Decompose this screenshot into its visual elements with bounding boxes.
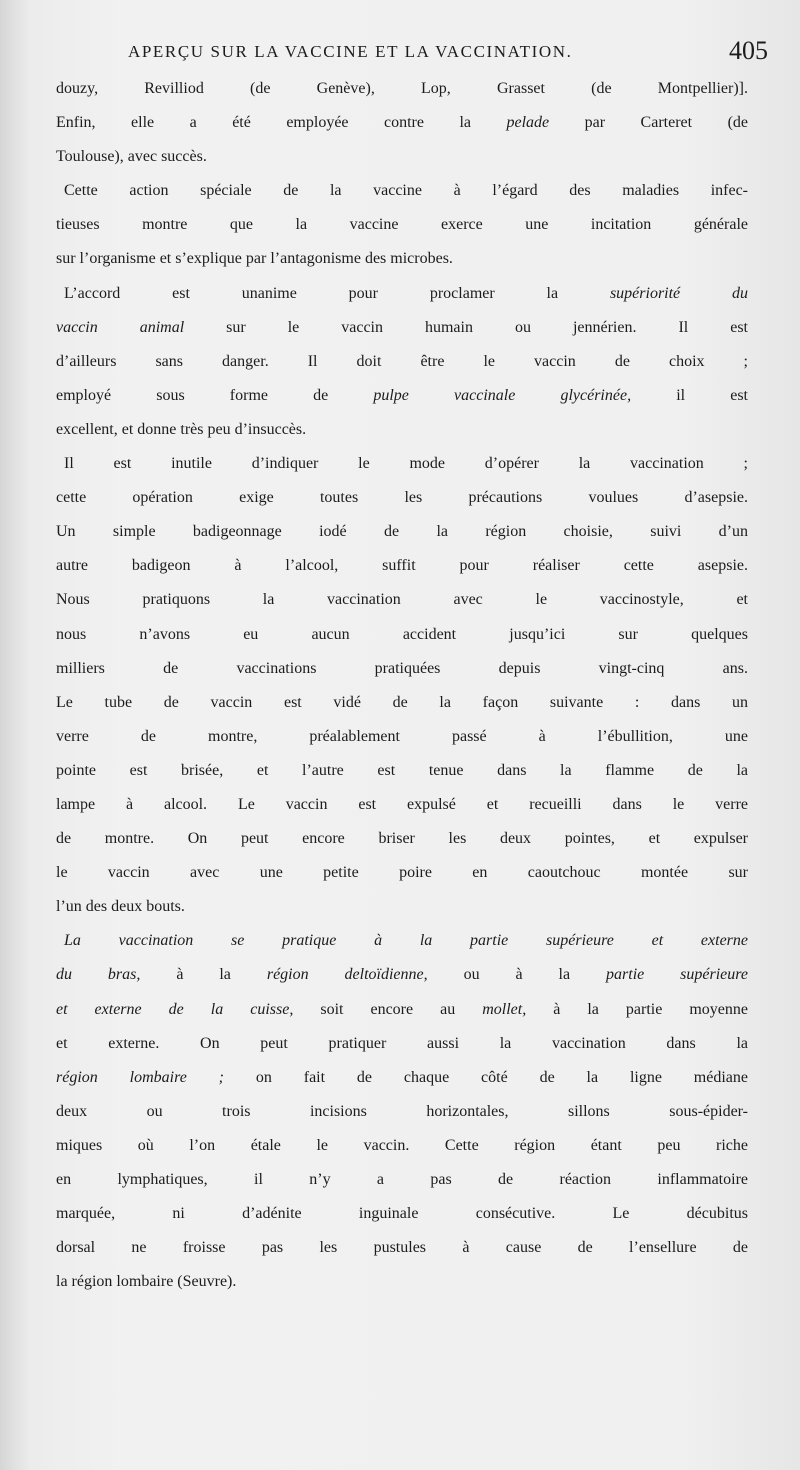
text-run: Le tube de vaccin est vidé de la façon suivante : dans un xyxy=(56,693,748,711)
text-line xyxy=(56,626,748,660)
text-line xyxy=(56,148,748,182)
text-run: sur l’organisme et s’explique par l’antagonisme des microbes. xyxy=(56,250,453,268)
text-run: en lymphatiques, il n’y a pas de réaction inflammatoire xyxy=(56,1171,748,1188)
text-line xyxy=(56,1069,748,1103)
italic-run: partie supérieure xyxy=(606,966,748,984)
italic-run: pelade xyxy=(506,114,550,132)
italic-run: région deltoïdienne, xyxy=(266,966,428,984)
text-run: excellent, et donne très peu d’insuccès. xyxy=(56,420,307,438)
text-line xyxy=(56,1273,748,1307)
text-line xyxy=(56,1001,748,1035)
text-line xyxy=(56,1137,748,1171)
text-run: Il est inutile d’indiquer le mode d’opérer la vaccination ; xyxy=(64,455,748,473)
text-run: lampe à alcool. Le vaccin est expulsé et recueilli dans le verre xyxy=(56,795,748,813)
italic-run: supériorité du xyxy=(609,284,748,302)
text-line xyxy=(56,1035,748,1069)
text-line xyxy=(56,319,748,353)
text-line xyxy=(56,1239,748,1273)
text-line xyxy=(56,216,748,250)
text-line xyxy=(56,1103,748,1137)
text-line xyxy=(56,523,748,557)
text-run: Cette action spéciale de la vaccine à l’égard des maladies infec- xyxy=(64,182,748,200)
text-run: Un simple badigeonnage iodé de la région choisie, suivi d’un xyxy=(56,523,748,541)
text-line xyxy=(56,830,748,864)
page-number: 405 xyxy=(729,36,768,65)
italic-run: mollet, xyxy=(482,1000,527,1018)
text-line xyxy=(56,932,748,966)
text-run: par Carteret (de xyxy=(549,114,748,132)
text-line xyxy=(56,285,748,319)
text-line xyxy=(56,898,748,932)
text-run: tieuses montre que la vaccine exerce une incitation générale xyxy=(56,216,748,234)
text-run: cette opération exige toutes les précautions voulues d’asepsie. xyxy=(56,489,748,507)
text-run: sur le vaccin humain ou jennérien. Il est xyxy=(184,318,748,336)
text-line xyxy=(56,489,748,523)
text-run: ou à la xyxy=(427,966,607,984)
text-line xyxy=(56,250,748,284)
text-run: milliers de vaccinations pratiquées depuis vingt-cinq ans. xyxy=(56,659,748,677)
text-run: d’ailleurs sans danger. Il doit être le vaccin de choix ; xyxy=(56,352,748,370)
text-run: soit encore au xyxy=(293,1000,483,1018)
text-line xyxy=(56,796,748,830)
text-run: deux ou trois incisions horizontales, sillons sous-épider- xyxy=(56,1102,748,1120)
text-run: pointe est brisée, et l’autre est tenue dans la flamme de la xyxy=(56,761,748,779)
text-line xyxy=(56,966,748,1000)
text-run: de montre. On peut encore briser les deux pointes, et expulser xyxy=(56,830,748,848)
text-run: employé sous forme de xyxy=(56,386,374,404)
text-line xyxy=(56,455,748,489)
body-text xyxy=(56,80,748,1307)
text-line xyxy=(56,387,748,421)
text-run: L’accord est unanime pour proclamer la xyxy=(64,284,610,302)
text-run: on fait de chaque côté de la ligne médiane xyxy=(224,1068,748,1086)
italic-run: vaccin animal xyxy=(56,318,185,336)
text-run: Nous pratiquons la vaccination avec le vaccinostyle, et xyxy=(56,591,748,609)
text-line xyxy=(56,660,748,694)
italic-run: La vaccination se pratique à la partie supérieure et externe xyxy=(64,932,748,950)
text-run: à la partie moyenne xyxy=(526,1000,748,1018)
text-line xyxy=(56,557,748,591)
text-run: miques où l’on étale le vaccin. Cette région étant peu riche xyxy=(56,1136,748,1154)
text-run: verre de montre, préalablement passé à l’ébullition, une xyxy=(56,727,748,745)
text-run: l’un des deux bouts. xyxy=(56,898,185,916)
text-run: la région lombaire (Seuvre). xyxy=(56,1273,237,1291)
text-line xyxy=(56,728,748,762)
text-run: marquée, ni d’adénite inguinale consécutive. Le décubitus xyxy=(56,1205,748,1223)
text-line xyxy=(56,353,748,387)
text-line xyxy=(56,864,748,898)
text-line xyxy=(56,114,748,148)
text-line xyxy=(56,694,748,728)
text-run: et externe. On peut pratiquer aussi la vaccination dans la xyxy=(56,1034,748,1052)
italic-run: et externe de la cuisse, xyxy=(56,1000,294,1018)
text-line xyxy=(56,182,748,216)
text-run: dorsal ne froisse pas les pustules à cause de l’ensellure de xyxy=(56,1239,748,1257)
text-line xyxy=(56,1205,748,1239)
text-run: autre badigeon à l’alcool, suffit pour réaliser cette asepsie. xyxy=(56,557,748,575)
text-run: à la xyxy=(140,966,267,984)
page-header xyxy=(128,32,768,76)
text-run: nous n’avons eu aucun accident jusqu’ici sur quelques xyxy=(56,625,748,643)
text-run: Enfin, elle a été employée contre la xyxy=(56,114,507,132)
text-line xyxy=(56,591,748,625)
text-line xyxy=(56,421,748,455)
italic-run: pulpe vaccinale glycérinée, xyxy=(373,386,632,404)
text-run: douzy, Revilliod (de Genève), Lop, Grasset (de Montpellier)]. xyxy=(56,80,748,97)
italic-run: du bras, xyxy=(56,966,141,984)
text-line xyxy=(56,1171,748,1205)
running-head: APERÇU SUR LA VACCINE ET LA VACCINATION. xyxy=(128,42,573,61)
text-run: il est xyxy=(631,386,748,404)
text-line xyxy=(56,762,748,796)
italic-run: région lombaire ; xyxy=(56,1068,225,1086)
text-line xyxy=(56,80,748,114)
text-run: Toulouse), avec succès. xyxy=(56,148,207,166)
text-run: le vaccin avec une petite poire en caoutchouc montée sur xyxy=(56,864,748,882)
